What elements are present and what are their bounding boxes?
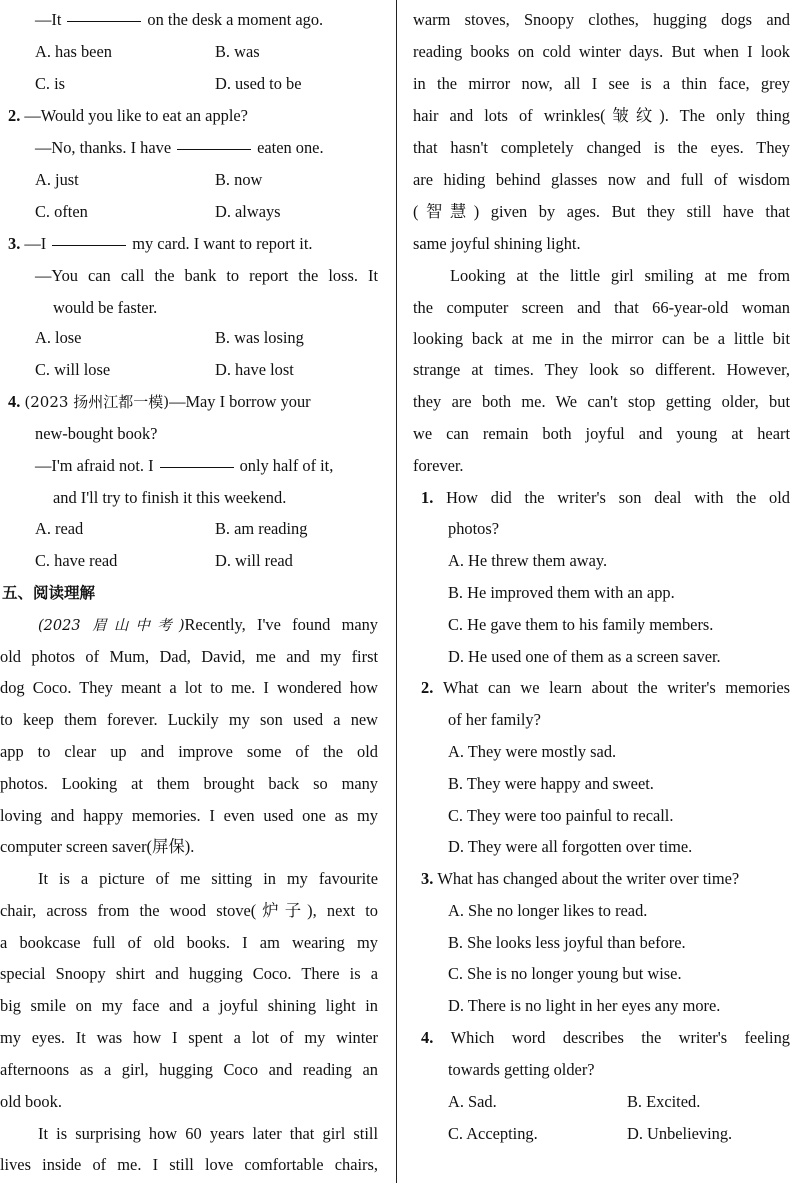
- reading-question-4: 4. Which word describes the writer's feeling: [421, 1028, 790, 1047]
- option-c[interactable]: C. is: [35, 74, 66, 93]
- option-d[interactable]: D. always: [215, 202, 281, 221]
- passage-line: lives inside of me. I still love comfortable chairs,: [0, 1155, 378, 1174]
- passage-line: (智慧) given by ages. But they still have that: [413, 202, 790, 221]
- passage-line: old photos of Mum, Dad, David, me and my first: [0, 647, 378, 666]
- passage-line: looking back at me in the mirror can be a little bit: [413, 329, 790, 348]
- question-2: 2. —Would you like to eat an apple?: [8, 106, 248, 125]
- option-row: [0, 68, 380, 100]
- question-source: (2023 扬州江都一模): [24, 393, 170, 411]
- passage-line: in the mirror now, all I see is a thin face, grey: [413, 74, 790, 93]
- option-b[interactable]: B. Excited.: [627, 1092, 701, 1111]
- option-row: [0, 545, 380, 577]
- answer-blank: [177, 148, 251, 150]
- passage-line: warm stoves, Snoopy clothes, hugging dogs and: [413, 10, 790, 29]
- option-row: [0, 513, 380, 545]
- passage-line: app to clear up and improve some of the old: [0, 742, 378, 761]
- option-c[interactable]: C. She is no longer young but wise.: [448, 964, 682, 983]
- option-b[interactable]: B. now: [215, 170, 263, 189]
- option-b[interactable]: B. He improved them with an app.: [448, 583, 675, 602]
- option-a[interactable]: A. read: [35, 519, 84, 538]
- question-number: 2.: [421, 678, 434, 697]
- question-line: photos?: [448, 519, 499, 538]
- option-a[interactable]: A. He threw them away.: [448, 551, 608, 570]
- passage-line: strange at times. They look so different. However,: [413, 360, 790, 379]
- option-c[interactable]: C. will lose: [35, 360, 111, 379]
- passage-line: forever.: [413, 456, 464, 475]
- question-line: of her family?: [448, 710, 541, 729]
- option-a[interactable]: A. lose: [35, 328, 82, 347]
- question-3: 3. —I my card. I want to report it.: [8, 234, 313, 253]
- passage-line: same joyful shining light.: [413, 234, 581, 253]
- column-divider: [396, 0, 397, 1183]
- option-a[interactable]: A. They were mostly sad.: [448, 742, 617, 761]
- option-c[interactable]: C. Accepting.: [448, 1124, 538, 1143]
- question-number: 4.: [421, 1028, 434, 1047]
- passage-line: they are both me. We can't stop getting older, but: [413, 392, 790, 411]
- question-line: would be faster.: [53, 298, 158, 317]
- passage-line: to keep them forever. Luckily my son used a new: [0, 710, 378, 729]
- option-d[interactable]: D. will read: [215, 551, 293, 570]
- passage-line: are hiding behind glasses now and full of wisdom: [413, 170, 790, 189]
- passage-line: loving and happy memories. I even used one as my: [0, 806, 378, 825]
- option-b[interactable]: B. was losing: [215, 328, 304, 347]
- option-b[interactable]: B. She looks less joyful than before.: [448, 933, 686, 952]
- reading-question-3: 3. What has changed about the writer over time?: [421, 869, 740, 888]
- option-row: [413, 1118, 790, 1150]
- passage-line: It is a picture of me sitting in my favourite: [38, 869, 378, 888]
- passage-line: we can remain both joyful and young at heart: [413, 424, 790, 443]
- option-c[interactable]: C. have read: [35, 551, 118, 570]
- option-row: [0, 36, 380, 68]
- question-number: 2.: [8, 106, 21, 125]
- option-d[interactable]: D. Unbelieving.: [627, 1124, 733, 1143]
- passage-line: big smile on my face and a joyful shining light in: [0, 996, 378, 1015]
- answer-blank: [52, 244, 126, 246]
- question-number: 1.: [421, 488, 434, 507]
- option-b[interactable]: B. am reading: [215, 519, 308, 538]
- question-4: 4. (2023 扬州江都一模)—May I borrow your: [8, 392, 311, 411]
- passage-line: hair and lots of wrinkles(皱纹). The only thing: [413, 106, 790, 125]
- question-line: towards getting older?: [448, 1060, 595, 1079]
- question-line: —I'm afraid not. I only half of it,: [35, 456, 334, 475]
- option-a[interactable]: A. just: [35, 170, 79, 189]
- answer-blank: [160, 466, 234, 468]
- option-c[interactable]: C. He gave them to his family members.: [448, 615, 714, 634]
- section-heading: 五、阅读理解: [2, 584, 96, 602]
- option-d[interactable]: D. He used one of them as a screen saver.: [448, 647, 721, 666]
- passage-line: (2023 眉山中考)Recently, I've found many: [38, 615, 378, 634]
- passage-line: photos. Looking at them brought back so many: [0, 774, 378, 793]
- option-c[interactable]: C. They were too painful to recall.: [448, 806, 674, 825]
- passage-line: that hasn't completely changed is the eyes. They: [413, 138, 790, 157]
- passage-line: a bookcase full of old books. I am wearing my: [0, 933, 378, 952]
- passage-line: dog Coco. They meant a lot to me. I wondered how: [0, 678, 378, 697]
- option-d[interactable]: D. They were all forgotten over time.: [448, 837, 693, 856]
- passage-line: reading books on cold winter days. But when I look: [413, 42, 790, 61]
- option-row: [0, 322, 380, 354]
- option-row: [0, 164, 380, 196]
- option-a[interactable]: A. has been: [35, 42, 112, 61]
- passage-line: Looking at the little girl smiling at me from: [450, 266, 790, 285]
- option-c[interactable]: C. often: [35, 202, 88, 221]
- option-d[interactable]: D. have lost: [215, 360, 294, 379]
- passage-line: chair, across from the wood stove(炉子), next to: [0, 901, 378, 920]
- option-b[interactable]: B. was: [215, 42, 260, 61]
- reading-question-1: 1. How did the writer's son deal with the old: [421, 488, 790, 507]
- option-a[interactable]: A. She no longer likes to read.: [448, 901, 648, 920]
- option-d[interactable]: D. used to be: [215, 74, 302, 93]
- option-b[interactable]: B. They were happy and sweet.: [448, 774, 654, 793]
- passage-line: special Snoopy shirt and hugging Coco. There is a: [0, 964, 378, 983]
- passage-line: It is surprising how 60 years later that girl still: [38, 1124, 378, 1143]
- passage-line: my eyes. It was how I spent a lot of my winter: [0, 1028, 378, 1047]
- reading-question-2: 2. What can we learn about the writer's memories: [421, 678, 790, 697]
- question-number: 3.: [421, 869, 434, 888]
- passage-line: the computer screen and that 66-year-old woman: [413, 298, 790, 317]
- passage-line: afternoons as a girl, hugging Coco and reading an: [0, 1060, 378, 1079]
- question-number: 4.: [8, 392, 21, 411]
- passage-line: computer screen saver(屏保).: [0, 837, 195, 856]
- question-line: new-bought book?: [35, 424, 158, 443]
- option-row: [0, 354, 380, 386]
- question-line: —No, thanks. I have eaten one.: [35, 138, 324, 157]
- option-row: [0, 196, 380, 228]
- question-number: 3.: [8, 234, 21, 253]
- option-row: [413, 1086, 790, 1118]
- option-d[interactable]: D. There is no light in her eyes any more.: [448, 996, 721, 1015]
- question-line: —You can call the bank to report the loss. It: [35, 266, 378, 285]
- passage-line: old book.: [0, 1092, 62, 1111]
- option-a[interactable]: A. Sad.: [448, 1092, 497, 1111]
- question-line: and I'll try to finish it this weekend.: [53, 488, 287, 507]
- question-line: —It on the desk a moment ago.: [35, 10, 324, 29]
- passage-source: (2023 眉山中考): [38, 618, 185, 634]
- answer-blank: [67, 20, 141, 22]
